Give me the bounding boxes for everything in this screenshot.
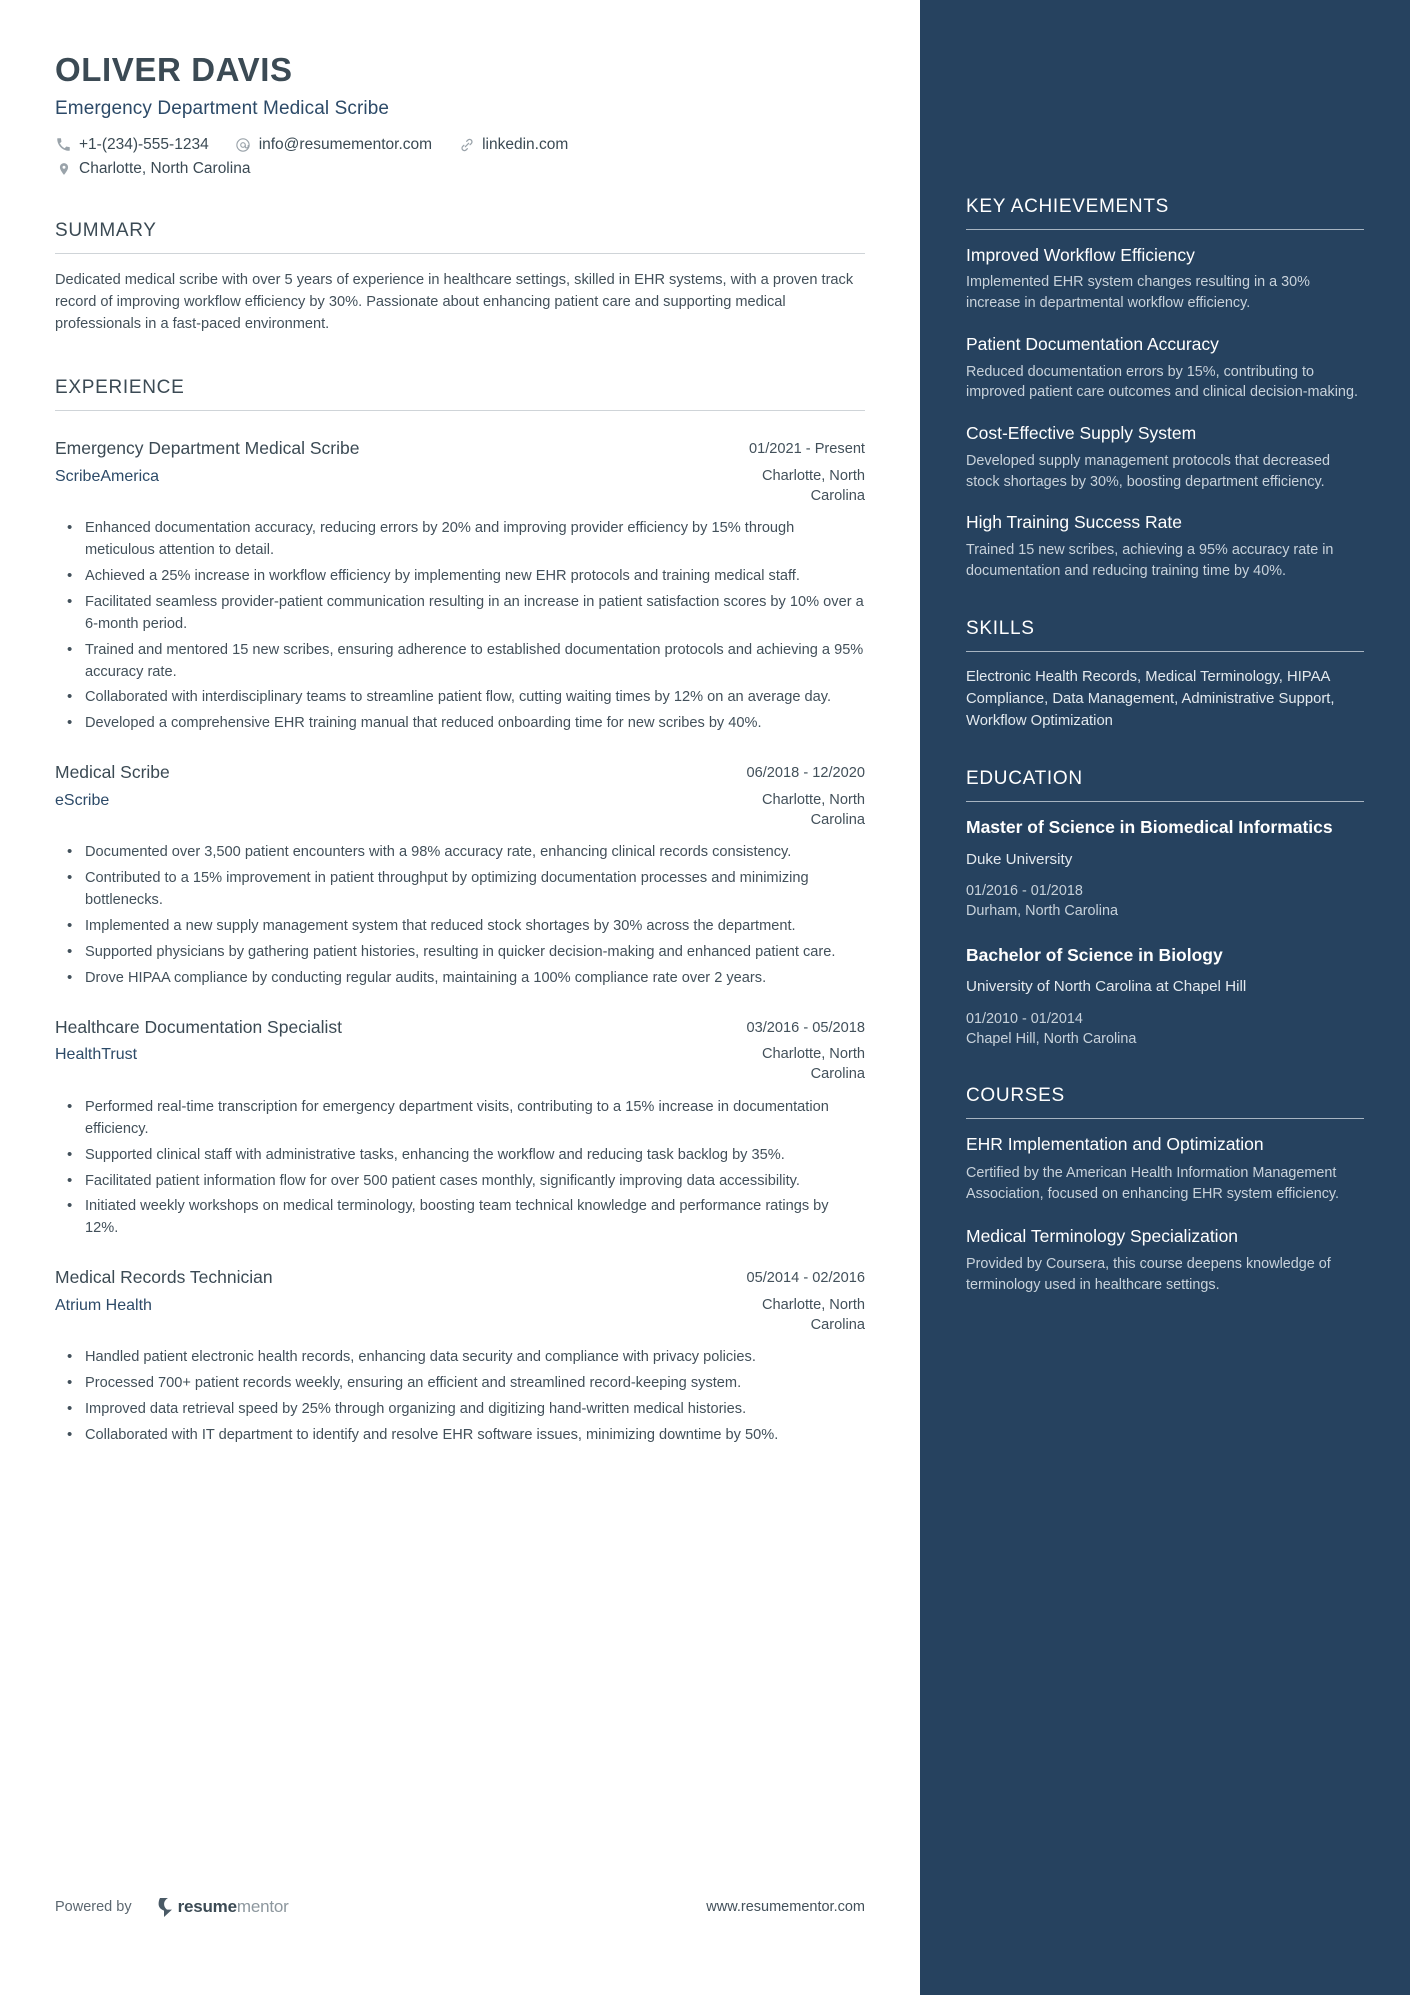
list-item: • Drove HIPAA compliance by conducting regular audits, maintaining a 100% compliance rate over 2 years. xyxy=(55,968,865,990)
experience-entry xyxy=(55,437,865,735)
education-item xyxy=(966,944,1364,1050)
achievement-title: Patient Documentation Accuracy xyxy=(966,334,1219,355)
job-dates: 05/2014 - 02/2016 xyxy=(746,1270,865,1287)
contact-phone[interactable] xyxy=(55,136,209,154)
divider xyxy=(966,801,1364,802)
divider xyxy=(966,229,1364,230)
professional-headline: Emergency Department Medical Scribe xyxy=(55,97,390,119)
list-item: • Enhanced documentation accuracy, reducing errors by 20% and improving provider efficiency by 15% through meticulous attention to detail. xyxy=(55,518,865,562)
course-item xyxy=(966,1133,1364,1204)
contact-linkedin-label: linkedin.com xyxy=(482,135,569,153)
contact-email[interactable] xyxy=(235,136,432,154)
resumementor-mark-icon xyxy=(158,1898,173,1917)
achievement-item xyxy=(966,333,1364,403)
job-bullet-list xyxy=(55,842,865,989)
list-item: • Processed 700+ patient records weekly, ensuring an efficient and streamlined record-keeping system. xyxy=(55,1373,865,1395)
job-location: Charlotte, North Carolina xyxy=(761,792,865,828)
experience-entry-header xyxy=(55,1016,865,1039)
contact-line-primary xyxy=(55,136,865,154)
section-title-summary: SUMMARY xyxy=(55,219,157,241)
footer-url[interactable]: www.resumementor.com xyxy=(706,1899,865,1915)
experience-entry-subheader xyxy=(55,467,865,506)
course-description: Provided by Coursera, this course deepens knowledge of terminology used in healthcare settings. xyxy=(966,1255,1331,1293)
divider xyxy=(55,410,865,411)
contact-phone-label: +1-(234)-555-1234 xyxy=(79,135,209,153)
contact-line-location xyxy=(55,160,865,178)
footer-branding xyxy=(55,1897,289,1917)
section-key-achievements xyxy=(966,196,1364,582)
list-item: • Facilitated seamless provider-patient communication resulting in an increase in patient satisfaction scores by 10% over a 6-month period. xyxy=(55,592,865,636)
list-item: • Developed a comprehensive EHR training manual that reduced onboarding time for new scribes by 40%. xyxy=(55,713,865,735)
education-dates: 01/2016 - 01/2018 xyxy=(966,883,1083,900)
divider xyxy=(55,253,865,254)
logo-text-bold: resume xyxy=(177,1897,237,1916)
contact-block xyxy=(55,136,865,178)
list-item: • Collaborated with IT department to identify and resolve EHR software issues, minimizing downtime by 50%. xyxy=(55,1425,865,1447)
divider xyxy=(966,1118,1364,1119)
section-experience xyxy=(55,377,865,1447)
job-company: eScribe xyxy=(55,792,110,809)
resume-sidebar xyxy=(920,0,1410,1995)
list-item: • Supported physicians by gathering patient histories, resulting in quicker decision-making and enhanced patient care. xyxy=(55,942,865,964)
job-title: Healthcare Documentation Specialist xyxy=(55,1016,342,1037)
experience-entry-header xyxy=(55,1266,865,1289)
education-degree: Master of Science in Biomedical Informatics xyxy=(966,817,1333,838)
contact-email-label: info@resumementor.com xyxy=(258,135,433,153)
education-location: Durham, North Carolina xyxy=(966,902,1118,919)
course-title: EHR Implementation and Optimization xyxy=(966,1134,1264,1155)
section-summary xyxy=(55,220,865,336)
job-title: Medical Scribe xyxy=(55,762,170,783)
job-dates: 03/2016 - 05/2018 xyxy=(746,1019,865,1036)
course-title: Medical Terminology Specialization xyxy=(966,1225,1239,1246)
job-location: Charlotte, North Carolina xyxy=(761,1046,865,1083)
job-bullet-list xyxy=(55,1347,865,1447)
experience-entry-subheader xyxy=(55,791,865,830)
course-item xyxy=(966,1225,1364,1296)
achievement-item xyxy=(966,244,1364,314)
job-location: Charlotte, North Carolina xyxy=(761,1296,865,1333)
powered-by-label: Powered by xyxy=(55,1899,132,1915)
education-location: Chapel Hill, North Carolina xyxy=(966,1030,1137,1047)
job-bullet-list xyxy=(55,518,865,735)
achievement-description: Reduced documentation errors by 15%, contributing to improved patient care outcomes and clinical decision-making. xyxy=(966,363,1358,401)
email-icon xyxy=(235,136,252,153)
achievement-item xyxy=(966,422,1364,492)
divider xyxy=(966,651,1364,652)
job-title: Medical Records Technician xyxy=(55,1267,273,1288)
list-item: • Supported clinical staff with administrative tasks, enhancing the workflow and reducing task backlog by 35%. xyxy=(55,1145,865,1167)
job-company: ScribeAmerica xyxy=(55,467,160,485)
job-company: HealthTrust xyxy=(55,1046,138,1064)
logo-text-light: mentor xyxy=(236,1897,289,1916)
achievement-title: Improved Workflow Efficiency xyxy=(966,245,1195,265)
list-item: • Improved data retrieval speed by 25% through organizing and digitizing hand-written medical histories. xyxy=(55,1399,865,1421)
section-education xyxy=(966,768,1364,1049)
list-item: • Implemented a new supply management system that reduced stock shortages by 30% across the department. xyxy=(55,916,865,938)
list-item: • Handled patient electronic health records, enhancing data security and compliance with privacy policies. xyxy=(55,1347,865,1369)
link-icon xyxy=(458,136,475,153)
job-location: Charlotte, North Carolina xyxy=(761,467,865,504)
experience-entry-subheader xyxy=(55,1045,865,1084)
list-item: • Performed real-time transcription for emergency department visits, contributing to a 15% increase in documentation efficiency. xyxy=(55,1097,865,1141)
course-description: Certified by the American Health Information Management Association, focused on enhancing EHR system efficiency. xyxy=(966,1164,1340,1202)
education-school: Duke University xyxy=(966,850,1073,868)
list-item: • Initiated weekly workshops on medical terminology, boosting team technical knowledge and performance ratings by 12%. xyxy=(55,1196,865,1240)
education-school: University of North Carolina at Chapel Hill xyxy=(966,978,1247,996)
experience-entry-header xyxy=(55,761,865,784)
achievement-title: High Training Success Rate xyxy=(966,512,1182,533)
experience-entry xyxy=(55,1016,865,1240)
list-item: • Collaborated with interdisciplinary teams to streamline patient flow, cutting waiting times by 12% on an average day. xyxy=(55,687,865,709)
contact-location-label: Charlotte, North Carolina xyxy=(79,159,251,177)
experience-entry xyxy=(55,1266,865,1447)
section-title-education: EDUCATION xyxy=(966,768,1083,790)
contact-location xyxy=(55,160,250,178)
phone-icon xyxy=(55,136,72,153)
section-title-skills: SKILLS xyxy=(966,617,1035,639)
experience-entry-subheader xyxy=(55,1296,865,1335)
section-title-key-achievements: KEY ACHIEVEMENTS xyxy=(966,196,1170,217)
list-item: • Facilitated patient information flow for over 500 patient cases monthly, significantly improving data accessibility. xyxy=(55,1171,865,1193)
list-item: • Achieved a 25% increase in workflow efficiency by implementing new EHR protocols and training medical staff. xyxy=(55,566,865,588)
education-item xyxy=(966,816,1364,922)
resumementor-logo[interactable] xyxy=(158,1897,289,1917)
achievement-item xyxy=(966,511,1364,581)
section-skills xyxy=(966,618,1364,733)
achievement-description: Implemented EHR system changes resulting in a 30% increase in departmental workflow efficiency. xyxy=(966,274,1310,312)
page-title: OLIVER DAVIS xyxy=(55,51,293,88)
section-title-courses: COURSES xyxy=(966,1085,1065,1107)
achievement-description: Trained 15 new scribes, achieving a 95% accuracy rate in documentation and reducing training time by 40%. xyxy=(966,541,1334,579)
job-dates: 06/2018 - 12/2020 xyxy=(746,765,865,782)
job-title: Emergency Department Medical Scribe xyxy=(55,438,360,459)
job-company: Atrium Health xyxy=(55,1296,152,1314)
achievement-description: Developed supply management protocols that decreased stock shortages by 30%, boosting department efficiency. xyxy=(966,452,1330,490)
job-dates: 01/2021 - Present xyxy=(748,441,865,458)
experience-entry-header xyxy=(55,437,865,460)
education-degree: Bachelor of Science in Biology xyxy=(966,944,1223,965)
section-title-experience: EXPERIENCE xyxy=(55,377,185,399)
list-item: • Trained and mentored 15 new scribes, ensuring adherence to established documentation protocols and achieving a 95% accuracy rate. xyxy=(55,640,865,684)
list-item: • Documented over 3,500 patient encounters with a 98% accuracy rate, enhancing clinical records consistency. xyxy=(55,842,865,864)
list-item: • Contributed to a 15% improvement in patient throughput by optimizing documentation processes and minimizing bottlenecks. xyxy=(55,868,865,912)
section-courses xyxy=(966,1085,1364,1295)
job-bullet-list xyxy=(55,1097,865,1240)
location-pin-icon xyxy=(55,160,72,177)
education-dates: 01/2010 - 01/2014 xyxy=(966,1010,1083,1027)
contact-linkedin[interactable] xyxy=(458,136,568,154)
achievement-title: Cost-Effective Supply System xyxy=(966,423,1197,444)
page-footer xyxy=(55,1897,865,1917)
experience-entry xyxy=(55,761,865,989)
skills-text: Electronic Health Records, Medical Terminology, HIPAA Compliance, Data Management, Administrative Support, Workflow Optimization xyxy=(966,668,1335,729)
summary-text: Dedicated medical scribe with over 5 years of experience in healthcare settings, skilled in EHR systems, with a proven track record of improving workflow efficiency by 30%. Passionate about enhancing patient care and supporting medical professionals in a fast-paced environment. xyxy=(55,271,854,332)
